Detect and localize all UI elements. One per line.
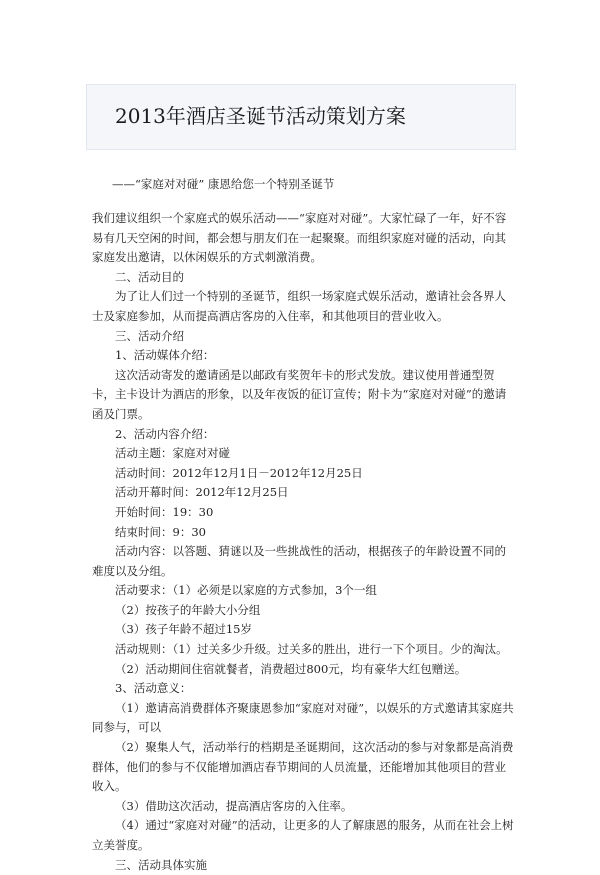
opening-time: 活动开幕时间：2012年12月25日 <box>115 485 289 500</box>
meaning-4: （4）通过“家庭对对碰”的活动，让更多的人了解康恩的服务，从而在社会上树立美誉度。 <box>92 818 514 852</box>
rule-2: （2）活动期间住宿就餐者，消费超过800元，均有豪华大红包赠送。 <box>115 661 467 676</box>
requirement-1: 活动要求：（1）必须是以家庭的方式参加，3个一组 <box>115 583 377 598</box>
media-paragraph: 这次活动寄发的邀请函是以邮政有奖贺年卡的形式发放。建议使用普通型贺卡，主卡设计为酒店的形象，以及年夜饭的征订宣传；附卡为“家庭对对碰”的邀请函及门票。 <box>92 367 507 421</box>
title-banner <box>86 84 516 150</box>
activity-theme: 活动主题：家庭对对碰 <box>115 446 230 461</box>
rule-1: 活动规则：（1）过关多少升级。过关多的胜出，进行一下个项目。少的淘汰。 <box>115 642 508 657</box>
document-body <box>92 209 514 875</box>
end-time: 结束时间：9：30 <box>115 524 206 539</box>
media-heading: 1、活动媒体介绍： <box>115 348 215 363</box>
section-heading-purpose: 二、活动目的 <box>115 269 184 284</box>
meaning-3: （3）借助这次活动，提高酒店客房的入住率。 <box>115 798 353 813</box>
meaning-2: （2）聚集人气，活动举行的档期是圣诞期间，这次活动的参与对象都是高消费群体，他们的参与不仅能增加酒店春节期间的人员流量，还能增加其他项目的营业收入。 <box>92 740 514 794</box>
activity-content: 活动内容：以答题、猜谜以及一些挑战性的活动，根据孩子的年龄设置不同的难度以及分组。 <box>92 544 506 578</box>
meaning-heading: 3、活动意义： <box>115 681 192 696</box>
intro-paragraph: 我们建议组织一个家庭式的娱乐活动——“家庭对对碰”。大家忙碌了一年，好不容易有几天空闲的时间，都会想与朋友们在一起聚聚。而组织家庭对碰的活动，向其家庭发出邀请，以休闲娱乐的方式刺激消费。 <box>92 211 507 265</box>
subtitle: ——“家庭对对碰” 康恩给您一个特别圣诞节 <box>112 177 335 191</box>
requirement-2: （2）按孩子的年龄大小分组 <box>115 602 261 617</box>
meaning-1: （1）邀请高消费群体齐聚康恩参加“家庭对对碰”，以娱乐的方式邀请其家庭共同参与，可以 <box>92 700 514 735</box>
start-time: 开始时间：19：30 <box>115 504 214 519</box>
purpose-paragraph: 为了让人们过一个特别的圣诞节，组织一场家庭式娱乐活动，邀请社会各界人士及家庭参加，从而提高酒店客房的入住率，和其他项目的营业收入。 <box>92 289 506 323</box>
page-title: 2013年酒店圣诞节活动策划方案 <box>115 104 406 128</box>
section-heading-intro: 三、活动介绍 <box>115 328 184 343</box>
activity-time: 活动时间：2012年12月1日－2012年12月25日 <box>115 465 363 480</box>
section-heading-implementation: 三、活动具体实施 <box>115 857 207 872</box>
content-heading: 2、活动内容介绍： <box>115 426 215 441</box>
requirement-3: （3）孩子年龄不超过15岁 <box>115 622 252 637</box>
